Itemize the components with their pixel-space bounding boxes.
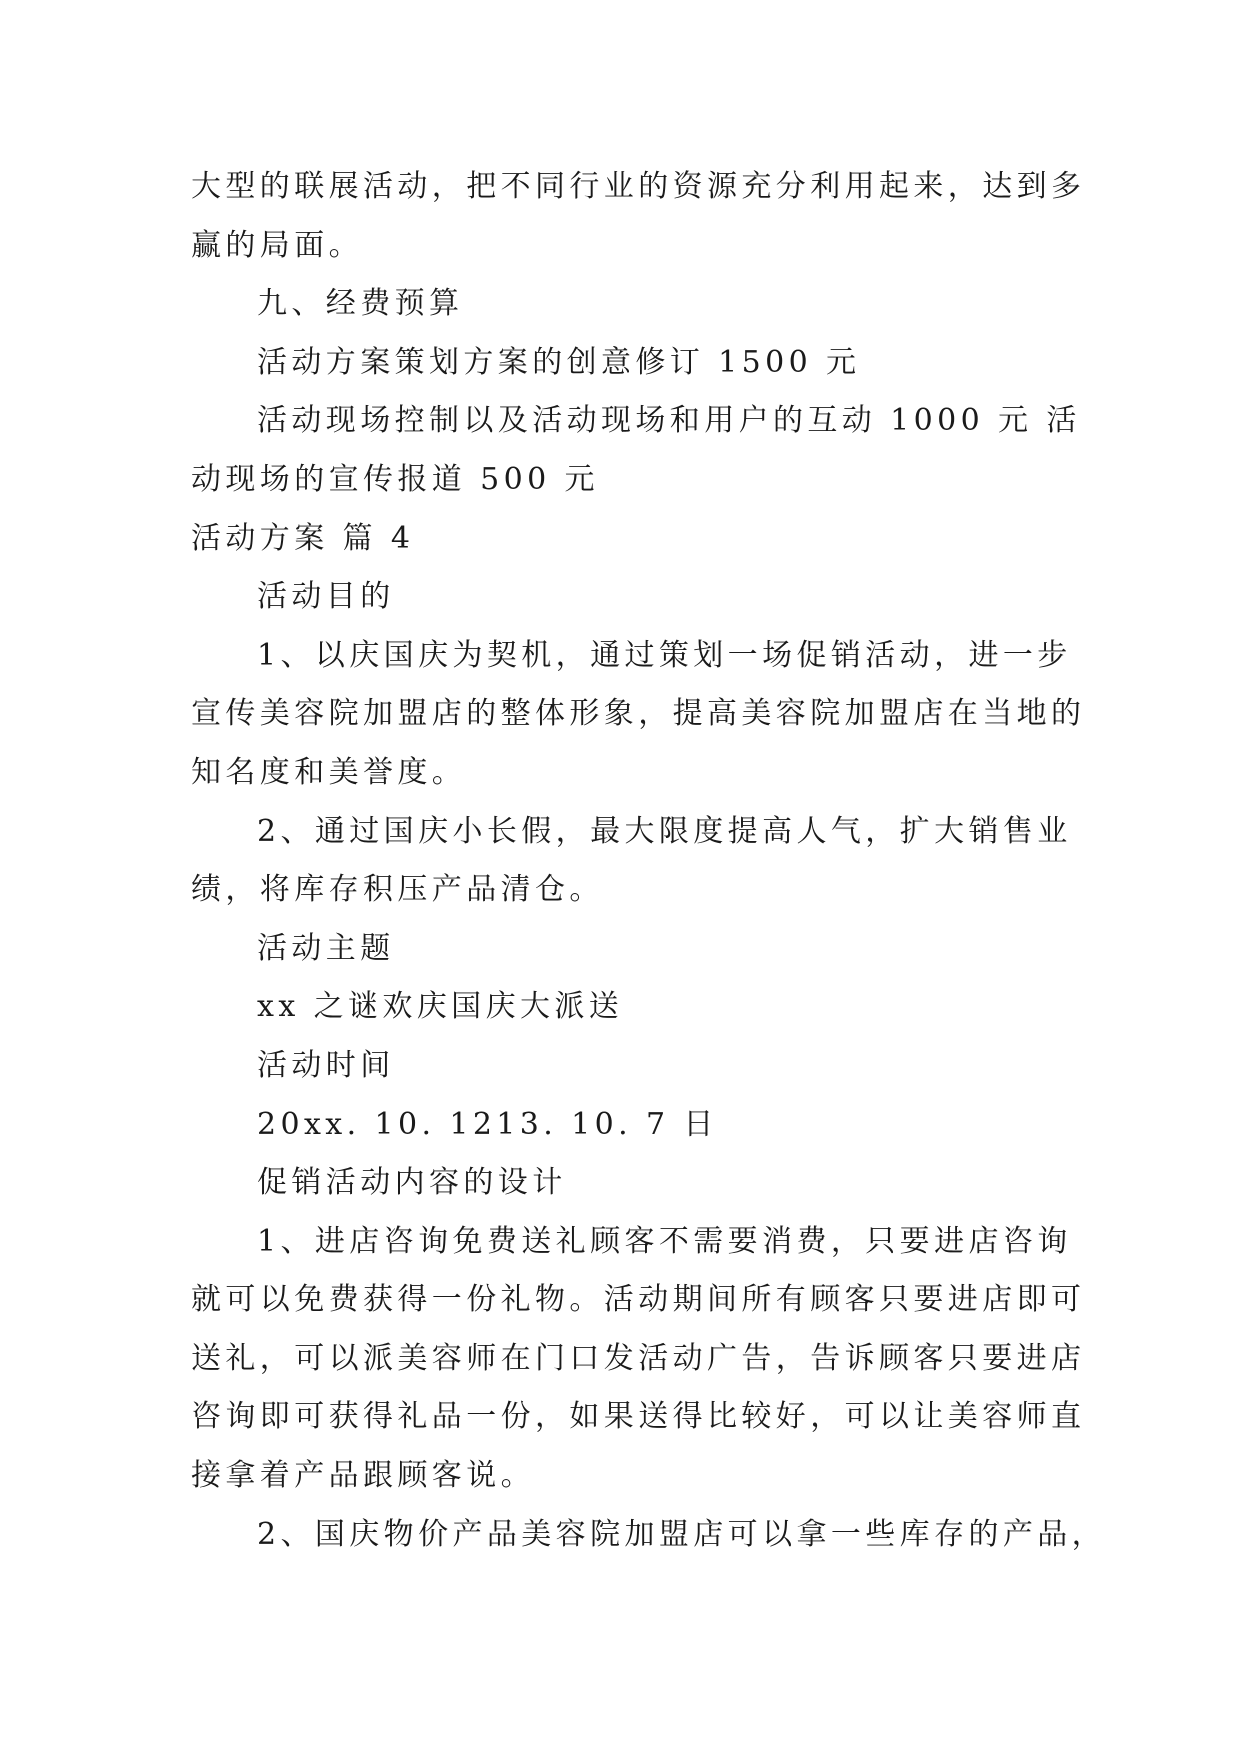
text-line: 活动目的 [257, 579, 395, 615]
text-line: 促销活动内容的设计 [257, 1165, 567, 1201]
text-line: 大型的联展活动，把不同行业的资源充分利用起来，达到多 [191, 169, 1086, 204]
text-line: 赢的局面。 [191, 227, 363, 263]
text-line: 咨询即可获得礼品一份，如果送得比较好，可以让美容师直 [191, 1399, 1086, 1435]
text-line: 活动时间 [257, 1047, 395, 1083]
text-line: 送礼，可以派美容师在门口发活动广告，告诉顾客只要进店 [191, 1340, 1086, 1376]
text-line: 接拿着产品跟顾客说。 [191, 1458, 535, 1494]
text-line: 1、以庆国庆为契机，通过策划一场促销活动，进一步 [257, 637, 1072, 673]
text-line: xx 之谜欢庆国庆大派送 [257, 989, 624, 1025]
text-line: 2、通过国庆小长假，最大限度提高人气，扩大销售业 [257, 813, 1072, 849]
document-body [191, 158, 1107, 1564]
text-line: 绩，将库存积压产品清仓。 [191, 872, 604, 908]
text-line: 2、国庆物价产品美容院加盟店可以拿一些库存的产品， [257, 1516, 1107, 1552]
text-line: 动现场的宣传报道 500 元 [191, 461, 599, 497]
text-line: 九、经费预算 [257, 286, 464, 322]
text-line: 1、进店咨询免费送礼顾客不需要消费，只要进店咨询 [257, 1223, 1072, 1259]
text-line: 宣传美容院加盟店的整体形象，提高美容院加盟店在当地的 [191, 696, 1086, 732]
text-line: 20xx. 10. 1213. 10. 7 日 [257, 1106, 718, 1142]
text-line: 活动方案 篇 4 [191, 520, 415, 556]
text-line: 知名度和美誉度。 [191, 754, 467, 790]
text-line: 就可以免费获得一份礼物。活动期间所有顾客只要进店即可 [191, 1282, 1086, 1318]
text-line: 活动现场控制以及活动现场和用户的互动 1000 元 活 [257, 403, 1081, 439]
text-line: 活动方案策划方案的创意修订 1500 元 [257, 344, 861, 380]
text-line: 活动主题 [257, 930, 395, 966]
